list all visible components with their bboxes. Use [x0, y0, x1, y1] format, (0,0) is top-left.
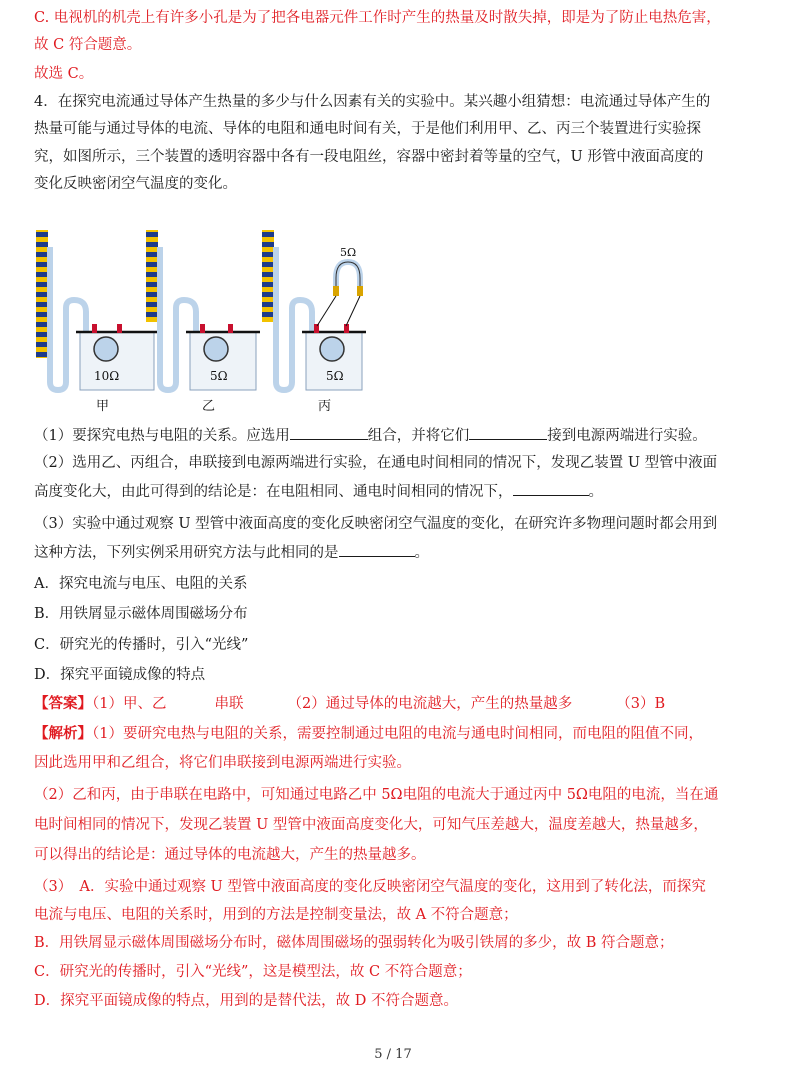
analysis-line9: C．研究光的传播时，引入“光线”，这是模型法，故 C 不符合题意； — [34, 964, 472, 980]
q4-stem-line3: 究，如图所示，三个装置的透明容器中各有一段电阻丝，容器中密封着等量的空气，U 形管中液面高度的 — [34, 149, 704, 165]
prev-choose: 故选 C。 — [34, 66, 94, 82]
resistor-value-yi: 5Ω — [210, 369, 228, 383]
q4-sub1-part-b: 组合，并将它们 — [367, 428, 470, 444]
q4-sub1-part-a: （1）要探究电热与电阻的关系。应选用 — [34, 428, 290, 444]
prev-option-c-line2: 故 C 符合题意。 — [34, 37, 142, 53]
analysis-line6: （3） A．实验中通过观察 U 型管中液面高度的变化反映密闭空气温度的变化，这用到了转化法，而探究 — [34, 879, 706, 895]
q4-option-d: D．探究平面镜成像的特点 — [34, 667, 206, 683]
resistor-value-bing: 5Ω — [326, 369, 344, 383]
answer-part1b: 串联 — [214, 696, 244, 712]
q4-sub2-line2-end: 。 — [588, 484, 603, 500]
analysis-line2: 因此选用甲和乙组合，将它们串联接到电源两端进行实验。 — [34, 755, 411, 771]
answer-tag: 【答案】 — [34, 695, 92, 712]
answer-blank-2[interactable] — [469, 425, 547, 440]
device-jia — [36, 230, 158, 414]
q4-stem-line1: 4．在探究电流通过导体产生热量的多少与什么因素有关的实验中。某兴趣小组猜想：电流通过导体产生的 — [34, 94, 711, 110]
experiment-figure — [34, 222, 374, 422]
resistor-coil — [204, 337, 228, 361]
analysis-line1 — [34, 724, 703, 744]
device-bing — [262, 230, 366, 414]
q4-sub2-line1: （2）选用乙、丙组合，串联接到电源两端进行实验，在通电时间相同的情况下，发现乙装置 U 型管中液面 — [34, 455, 718, 471]
page-number: 5 / 17 — [374, 1047, 412, 1062]
external-resistor-loop — [336, 262, 360, 290]
external-resistor-value: 5Ω — [340, 246, 357, 259]
answer-line — [34, 694, 665, 714]
resistor-value-jia: 10Ω — [94, 369, 120, 383]
q4-sub3-line2-text: 这种方法，下列实例采用研究方法与此相同的是 — [34, 545, 339, 561]
q4-sub2-line2-text: 高度变化大，由此可得到的结论是：在电阻相同、通电时间相同的情况下， — [34, 484, 513, 500]
q4-option-b: B．用铁屑显示磁体周围磁场分布 — [34, 606, 248, 622]
prev-option-c-line1: C. 电视机的机壳上有许多小孔是为了把各电器元件工作时产生的热量及时散失掉，即是为了防止电热危害， — [34, 10, 721, 26]
analysis-line5: 可以得出的结论是：通过导体的电流越大，产生的热量越多。 — [34, 847, 426, 863]
q4-sub3-line2-end: 。 — [414, 545, 429, 561]
scale-ruler — [146, 230, 158, 322]
answer-part1: （1）甲、乙 — [92, 696, 167, 712]
analysis-line3: （2）乙和丙，由于串联在电路中，可知通过电路乙中 5Ω电阻的电流大于通过丙中 5Ω电阻的电流，当在通 — [34, 787, 719, 803]
q4-sub3-line2 — [34, 542, 429, 563]
scale-ruler — [262, 230, 274, 322]
analysis-line8: B．用铁屑显示磁体周围磁场分布时，磁体周围磁场的强弱转化为吸引铁屑的多少，故 B 符合题意； — [34, 935, 674, 951]
q4-stem-line4: 变化反映密闭空气温度的变化。 — [34, 176, 237, 192]
q4-stem-line2: 热量可能与通过导体的电流、导体的电阻和通电时间有关，于是他们利用甲、乙、丙三个装置进行实验探 — [34, 121, 701, 137]
answer-blank-4[interactable] — [339, 542, 415, 557]
q4-sub3-line1: （3）实验中通过观察 U 型管中液面高度的变化反映密闭空气温度的变化，在研究许多物理问题时都会用到 — [34, 516, 718, 532]
resistor-coil — [320, 337, 344, 361]
answer-blank-3[interactable] — [513, 481, 589, 496]
analysis-line4: 电时间相同的情况下，发现乙装置 U 型管中液面高度变化大，可知气压差越大，温度差越大，热量越多， — [34, 817, 708, 833]
answer-blank-1[interactable] — [290, 425, 368, 440]
device-yi — [146, 230, 260, 414]
resistor-coil — [94, 337, 118, 361]
analysis-tag: 【解析】 — [34, 725, 92, 742]
scale-ruler — [36, 230, 48, 358]
device-label-yi: 乙 — [202, 399, 216, 414]
q4-option-a: A．探究电流与电压、电阻的关系 — [34, 576, 248, 592]
analysis-line10: D．探究平面镜成像的特点，用到的是替代法，故 D 不符合题意。 — [34, 993, 458, 1009]
device-label-bing: 丙 — [318, 399, 332, 414]
q4-sub1-part-c: 接到电源两端进行实验。 — [547, 428, 707, 444]
q4-sub1 — [34, 425, 707, 446]
q4-sub2-line2 — [34, 481, 603, 502]
analysis-l1-text: （1）要研究电热与电阻的关系，需要控制通过电阻的电流与通电时间相同，而电阻的阻值不同， — [92, 726, 703, 742]
device-label-jia: 甲 — [96, 399, 110, 414]
answer-part3: （3）B — [616, 696, 666, 712]
analysis-line7: 电流与电压、电阻的关系时，用到的方法是控制变量法，故 A 不符合题意； — [34, 907, 518, 923]
q4-option-c: C．研究光的传播时，引入“光线” — [34, 637, 249, 653]
answer-part2: （2）通过导体的电流越大，产生的热量越多 — [287, 696, 573, 712]
